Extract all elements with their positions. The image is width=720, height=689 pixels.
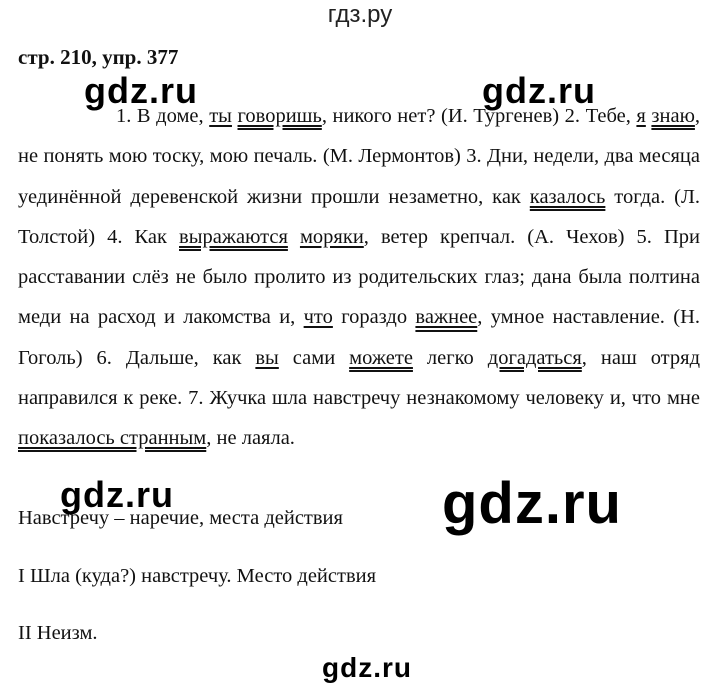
text-fragment: , никого нет? (И. Тургенев) 2. Тебе, [321, 105, 637, 127]
underlined-predicate: знаю [651, 105, 695, 127]
watermark: gdz.ru [84, 70, 198, 111]
text-fragment: тогда. (Л. Толстой) 4. Как [18, 185, 700, 248]
text-fragment: , ветер крепчал. (А. Чехов) 5. При расставании слёз не было пролито из родительских глаз; дана была полтина меди на расход и лакомства и, [18, 225, 700, 329]
underlined-subject: что [303, 306, 333, 329]
underlined-predicate: выражаются [179, 225, 288, 248]
watermark: gdz.ru [60, 474, 174, 515]
site-title: гдз.ру [327, 1, 393, 28]
underlined-predicate: говоришь [237, 105, 322, 127]
text-fragment [288, 226, 300, 248]
text-fragment: легко [412, 346, 488, 369]
underlined-predicate: показалось странным [18, 427, 207, 450]
underlined-predicate: важнее [415, 306, 478, 329]
site-header [0, 0, 720, 36]
underlined-predicate: догадаться [487, 346, 582, 369]
text-fragment: , наш отряд направился к реке. 7. Жучка шла навстречу незнакомому человеку и, что мне [18, 346, 700, 410]
text-fragment: 1. В доме, [116, 105, 210, 127]
text-fragment: , умное наставление. (Н. Гоголь) 6. Дальше, как [18, 306, 700, 369]
analysis-line-2: I Шла (куда?) навстречу. Место действия [18, 565, 377, 587]
underlined-subject: я [636, 105, 646, 127]
text-fragment: , не понять мою тоску, мою печаль. (М. Лермонтов) 3. Дни, недели, два месяца уединённой деревенской жизни прошли незаметно, как [18, 105, 701, 208]
analysis-line-1: Навстречу – наречие, места действия [18, 507, 343, 529]
underlined-predicate: можете [349, 346, 413, 369]
exercise-text [18, 96, 700, 459]
underlined-predicate: казалось [529, 185, 606, 208]
exercise-reference: стр. 210, упр. 377 [18, 45, 179, 69]
underlined-subject: вы [255, 346, 279, 369]
text-fragment: сами [278, 346, 350, 369]
text-fragment: , не лаяла. [206, 427, 295, 450]
watermark: gdz.ru [482, 70, 596, 111]
text-fragment: гораздо [332, 306, 416, 329]
underlined-subject: моряки [299, 225, 364, 248]
watermark: gdz.ru [442, 471, 622, 536]
analysis-line-3: II Неизм. [18, 622, 98, 644]
underlined-subject: ты [209, 105, 232, 127]
watermark: gdz.ru [322, 652, 412, 683]
